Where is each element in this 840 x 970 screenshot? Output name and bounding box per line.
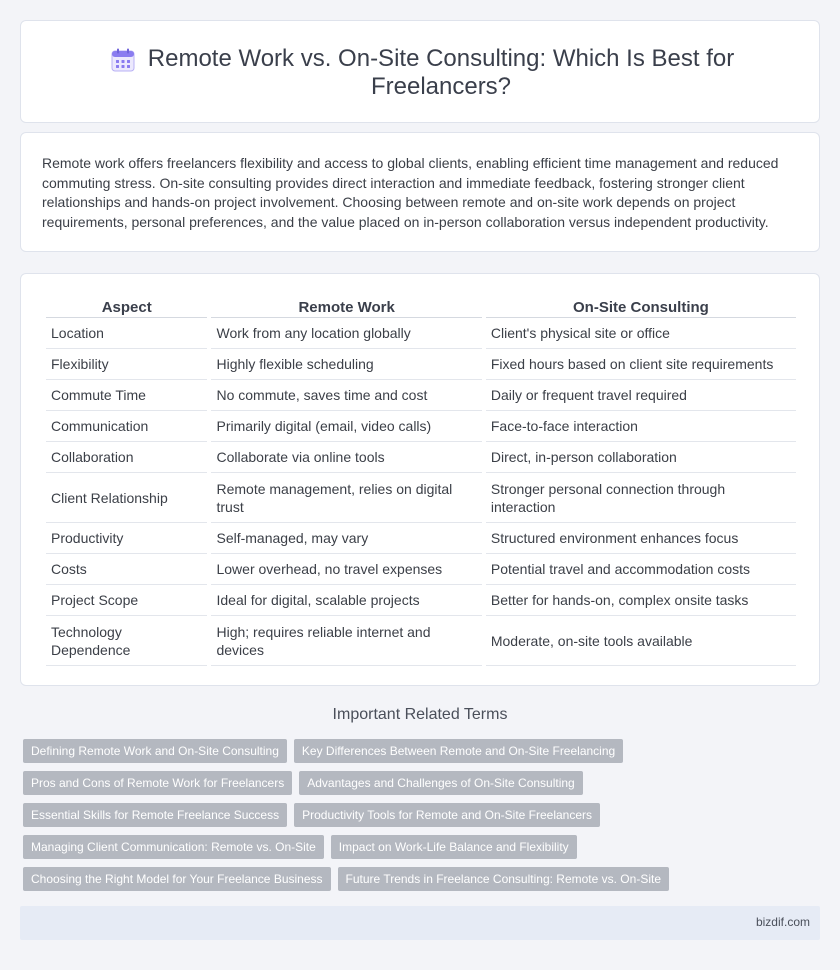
related-term-tag[interactable]: Impact on Work-Life Balance and Flexibility xyxy=(331,835,577,859)
cell-aspect: Location xyxy=(46,318,207,349)
cell-aspect: Productivity xyxy=(46,523,207,554)
cell-remote: Highly flexible scheduling xyxy=(211,349,481,380)
cell-aspect: Communication xyxy=(46,411,207,442)
cell-onsite: Fixed hours based on client site requirements xyxy=(486,349,796,380)
header-remote-work: Remote Work xyxy=(211,298,481,318)
related-term-tag[interactable]: Managing Client Communication: Remote vs. On-Site xyxy=(23,835,324,859)
cell-remote: Remote management, relies on digital trust xyxy=(211,473,481,523)
table-row xyxy=(46,411,796,442)
tag-row xyxy=(23,835,823,859)
cell-remote: Primarily digital (email, video calls) xyxy=(211,411,481,442)
cell-aspect: Commute Time xyxy=(46,380,207,411)
cell-remote: No commute, saves time and cost xyxy=(211,380,481,411)
comparison-table xyxy=(42,298,800,666)
related-term-tag[interactable]: Key Differences Between Remote and On-Site Freelancing xyxy=(294,739,623,763)
cell-onsite: Client's physical site or office xyxy=(486,318,796,349)
related-term-tag[interactable]: Advantages and Challenges of On-Site Consulting xyxy=(299,771,583,795)
footer xyxy=(20,906,820,940)
page-title: Remote Work vs. On-Site Consulting: Which Is Best for Freelancers? xyxy=(147,45,735,100)
table-row xyxy=(46,585,796,616)
intro-card xyxy=(20,132,820,252)
table-header-row xyxy=(46,298,796,318)
related-term-tag[interactable]: Defining Remote Work and On-Site Consulting xyxy=(23,739,287,763)
header-aspect: Aspect xyxy=(46,298,207,318)
related-terms-heading: Important Related Terms xyxy=(332,706,508,723)
table-row xyxy=(46,349,796,380)
cell-remote: Work from any location globally xyxy=(211,318,481,349)
cell-aspect: Collaboration xyxy=(46,442,207,473)
related-term-tag[interactable]: Pros and Cons of Remote Work for Freelancers xyxy=(23,771,292,795)
table-row xyxy=(46,554,796,585)
title-card xyxy=(20,20,820,123)
cell-onsite: Direct, in-person collaboration xyxy=(486,442,796,473)
cell-onsite: Face-to-face interaction xyxy=(486,411,796,442)
related-term-tag[interactable]: Productivity Tools for Remote and On-Site Freelancers xyxy=(294,803,600,827)
intro-paragraph: Remote work offers freelancers flexibility and access to global clients, enabling efficient time management and reduced commuting stress. On-site consulting provides direct interaction and immediate feedback, fostering stronger client relationships and hands-on project involvement. Choosing between remote and on-site work depends on project requirements, personal preferences, and the value placed on in-person collaboration versus independent productivity. xyxy=(42,155,779,230)
table-row xyxy=(46,523,796,554)
header-on-site-consulting: On-Site Consulting xyxy=(486,298,796,318)
cell-remote: Lower overhead, no travel expenses xyxy=(211,554,481,585)
cell-aspect: Technology Dependence xyxy=(46,616,207,666)
tag-row xyxy=(23,771,823,795)
table-row xyxy=(46,473,796,523)
cell-remote: Ideal for digital, scalable projects xyxy=(211,585,481,616)
table-row xyxy=(46,616,796,666)
cell-aspect: Costs xyxy=(46,554,207,585)
footer-site-link[interactable]: bizdif.com xyxy=(755,915,810,929)
cell-onsite: Daily or frequent travel required xyxy=(486,380,796,411)
cell-onsite: Potential travel and accommodation costs xyxy=(486,554,796,585)
cell-aspect: Client Relationship xyxy=(46,473,207,523)
cell-onsite: Structured environment enhances focus xyxy=(486,523,796,554)
title-wrap xyxy=(111,45,771,101)
table-row xyxy=(46,380,796,411)
cell-aspect: Project Scope xyxy=(46,585,207,616)
related-term-tag[interactable]: Choosing the Right Model for Your Freelance Business xyxy=(23,867,331,891)
cell-onsite: Better for hands-on, complex onsite tasks xyxy=(486,585,796,616)
cell-remote: Self-managed, may vary xyxy=(211,523,481,554)
table-row xyxy=(46,318,796,349)
tag-row xyxy=(23,867,823,891)
cell-onsite: Stronger personal connection through interaction xyxy=(486,473,796,523)
cell-aspect: Flexibility xyxy=(46,349,207,380)
tag-row xyxy=(23,739,823,763)
comparison-card xyxy=(20,273,820,686)
cell-remote: Collaborate via online tools xyxy=(211,442,481,473)
cell-remote: High; requires reliable internet and devices xyxy=(211,616,481,666)
cell-onsite: Moderate, on-site tools available xyxy=(486,616,796,666)
related-term-tag[interactable]: Future Trends in Freelance Consulting: Remote vs. On-Site xyxy=(338,867,669,891)
related-term-tag[interactable]: Essential Skills for Remote Freelance Success xyxy=(23,803,287,827)
related-terms-tags xyxy=(23,739,823,899)
tag-row xyxy=(23,803,823,827)
table-row xyxy=(46,442,796,473)
